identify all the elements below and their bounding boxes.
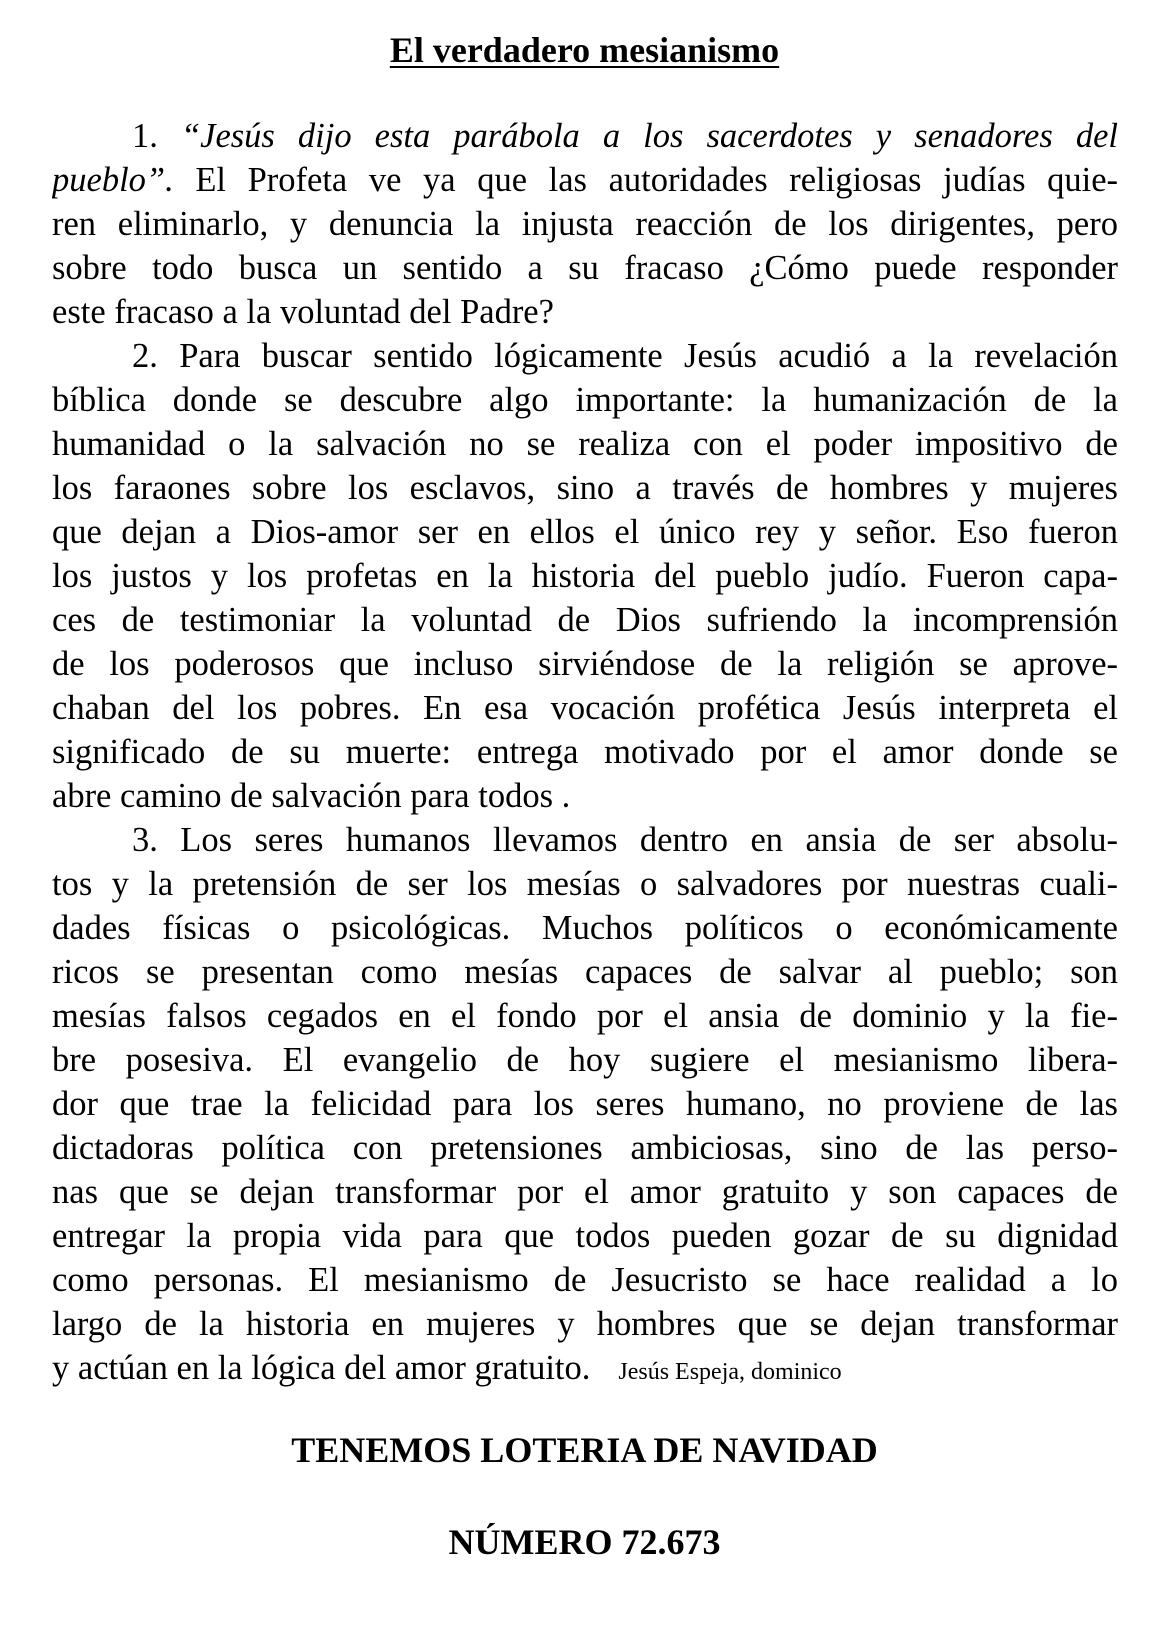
paragraph-2-line-4: los faraones sobre los esclavos, sino a través de hombres y mujeres [52,469,1118,507]
paragraph-3-line-1: 3. Los seres humanos llevamos dentro en ansia de ser absolu- [132,821,1118,859]
paragraph-1-line-2 [52,158,1118,202]
paragraph-3-line-10: entregar la propia vida para que todos pueden gozar de su dignidad [52,1217,1118,1255]
lottery-announcement: TENEMOS LOTERIA DE NAVIDAD [291,1430,878,1470]
paragraph-2-line-10: significado de su muerte: entrega motivado por el amor donde se [52,733,1118,771]
paragraph-3-line-9: nas que se dejan transformar por el amor gratuito y son capaces de [52,1173,1118,1211]
paragraph-3-line-2: tos y la pretensión de ser los mesías o salvadores por nuestras cuali- [52,865,1118,903]
paragraph-2-line-8: de los poderosos que incluso sirviéndose de la religión se aprove- [52,645,1118,683]
paragraph-3-line-5: mesías falsos cegados en el fondo por el ansia de dominio y la fie- [52,997,1118,1035]
paragraph-3-line-4: ricos se presentan como mesías capaces de salvar al pueblo; son [52,953,1118,991]
paragraph-1-line-2-text: El Profeta ve ya que las autoridades religiosas judías quie- [173,161,1118,199]
paragraph-3-line-13 [52,1346,1118,1394]
paragraph-2-line-6: los justos y los profetas en la historia del pueblo judío. Fueron capa- [52,557,1118,595]
paragraph-1-line-3: ren eliminarlo, y denuncia la injusta reacción de los dirigentes, pero [52,205,1118,243]
paragraph-2-line-2: bíblica donde se descubre algo importante: la humanización de la [52,381,1118,419]
paragraph-2-line-1: 2. Para buscar sentido lógicamente Jesús acudió a la revelación [132,337,1118,375]
paragraph-1-quote: “Jesús dijo esta parábola a los sacerdotes y senadores del [180,117,1118,155]
paragraph-2-line-3: humanidad o la salvación no se realiza con el poder impositivo de [52,425,1118,463]
paragraph-3-line-12: largo de la historia en mujeres y hombres que se dejan transformar [52,1305,1118,1343]
paragraph-1-number: 1. [132,117,158,155]
paragraph-3-line-7: dor que trae la felicidad para los seres humano, no proviene de las [52,1085,1118,1123]
document-title: El verdadero mesianismo [389,30,780,70]
lottery-number: NÚMERO 72.673 [448,1522,721,1562]
paragraph-2-line-5: que dejan a Dios-amor ser en ellos el único rey y señor. Eso fueron [52,513,1118,551]
paragraph-1-line-1 [52,114,1118,158]
paragraph-3-line-8: dictadoras política con pretensiones ambiciosas, sino de las perso- [52,1129,1118,1167]
paragraph-3-line-11: como personas. El mesianismo de Jesucristo se hace realidad a lo [52,1261,1118,1299]
author-signature: Jesús Espeja, dominico [618,1359,842,1385]
paragraph-1-line-5: este fracaso a la voluntad del Padre? [52,293,554,331]
paragraph-2-line-11: abre camino de salvación para todos . [52,777,571,815]
paragraph-2-line-9: chaban del los pobres. En esa vocación profética Jesús interpreta el [52,689,1118,727]
paragraph-3-line-6: bre posesiva. El evangelio de hoy sugiere el mesianismo libera- [52,1041,1118,1079]
paragraph-1-line-4: sobre todo busca un sentido a su fracaso ¿Cómo puede responder [52,249,1118,287]
paragraph-1-quote-end: pueblo”. [52,161,174,199]
paragraph-3-line-13-text: y actúan en la lógica del amor gratuito. [52,1349,591,1387]
paragraph-3-line-3: dades físicas o psicológicas. Muchos políticos o económicamente [52,909,1118,947]
paragraph-2-line-7: ces de testimoniar la voluntad de Dios sufriendo la incomprensión [52,601,1118,639]
